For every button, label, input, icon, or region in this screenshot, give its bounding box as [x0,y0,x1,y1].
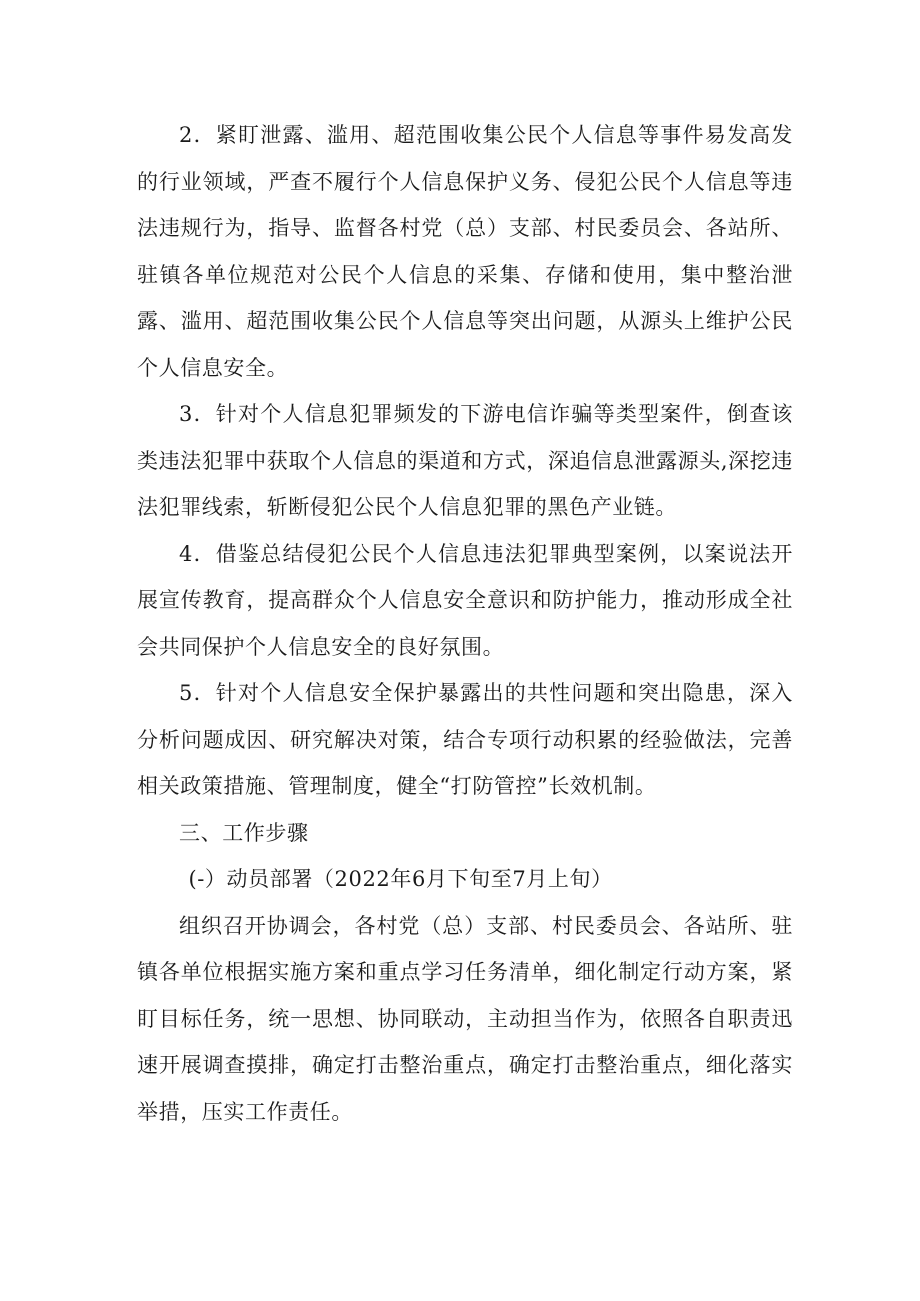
paragraph-item-5: 5．针对个人信息安全保护暴露出的共性问题和突出隐患，深入分析问题成因、研究解决对策，结合专项行动积累的经验做法，完善相关政策措施、管理制度，健全“打防管控”长效机制。 [137,681,793,798]
subsection-heading: (-）动员部署（2022年6月下旬至7月上旬） [188,867,613,891]
section-heading: 三、工作步骤 [179,820,309,845]
document-body [137,112,793,1135]
paragraph-item-3: 3．针对个人信息犯罪频发的下游电信诈骗等类型案件，倒查该类违法犯罪中获取个人信息的渠道和方式，深追信息泄露源头,深挖违法犯罪线索，斩断侵犯公民个人信息犯罪的黑色产业链。 [137,402,793,519]
subsection-body: 组织召开协调会，各村党（总）支部、村民委员会、各站所、驻镇各单位根据实施方案和重点学习任务清单，细化制定行动方案，紧盯目标任务，统一思想、协同联动，主动担当作为，依照各自职责迅速开展调查摸排，确定打击整治重点，确定打击整治重点，细化落实举措，压实工作责任。 [137,913,793,1124]
paragraph-item-4: 4．借鉴总结侵犯公民个人信息违法犯罪典型案例，以案说法开展宣传教育，提高群众个人信息安全意识和防护能力，推动形成全社会共同保护个人信息安全的良好氛围。 [137,541,793,659]
paragraph-item-2: 2．紧盯泄露、滥用、超范围收集公民个人信息等事件易发高发的行业领域，严查不履行个人信息保护义务、侵犯公民个人信息等违法违规行为，指导、监督各村党（总）支部、村民委员会、各站所、驻镇各单位规范对公民个人信息的采集、存储和使用，集中整治泄露、滥用、超范围收集公民个人信息等突出问题，从源头上维护公民个人信息安全。 [137,123,793,380]
